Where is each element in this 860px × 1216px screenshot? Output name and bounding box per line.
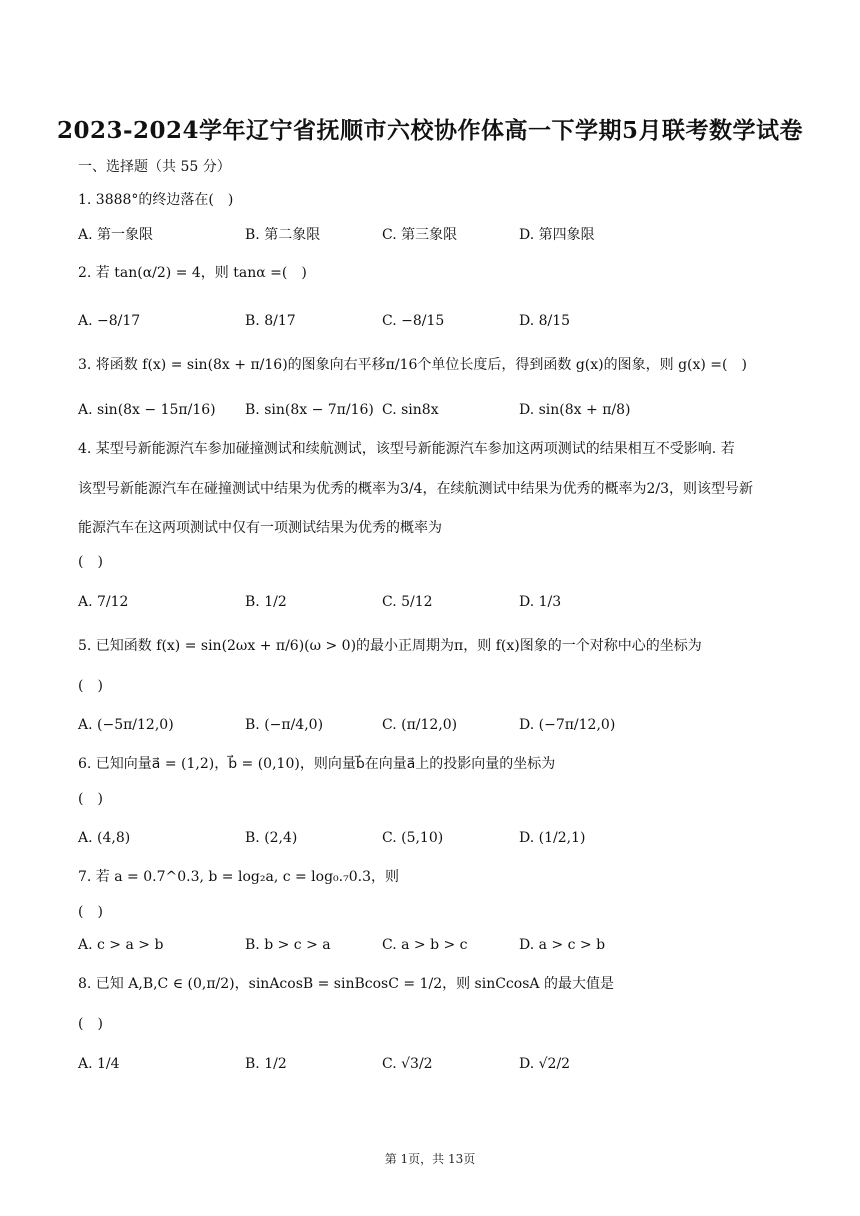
question-4-line-1: 4. 某型号新能源汽车参加碰撞测试和续航测试，该型号新能源汽车参加这两项测试的结果相互不受影响. 若 [78, 441, 735, 457]
page-title: 2023-2024学年辽宁省抚顺市六校协作体高一下学期5月联考数学试卷 [56, 117, 804, 144]
question-6: 6. 已知向量a⃗ = (1,2)，b⃗ = (0,10)，则向量b⃗在向量a⃗上的投影向量的坐标为 [78, 756, 556, 772]
q6-option-a: A. (4,8) [78, 830, 131, 846]
q6-option-b: B. (2,4) [245, 830, 298, 846]
q3-option-d: D. sin(8x + π/8) [519, 402, 631, 418]
question-5-answer-blank: ( ) [78, 678, 103, 694]
q2-option-d: D. 8/15 [519, 313, 571, 329]
q7-option-d: D. a > c > b [519, 937, 606, 953]
q2-option-a: A. −8/17 [78, 313, 141, 329]
question-4-line-3: 能源汽车在这两项测试中仅有一项测试结果为优秀的概率为 [78, 520, 442, 536]
question-8-answer-blank: ( ) [78, 1016, 103, 1032]
q8-option-a: A. 1/4 [78, 1056, 120, 1072]
q1-option-d: D. 第四象限 [519, 227, 595, 243]
page-footer: 第 1页，共 13页 [384, 1152, 476, 1166]
q3-option-b: B. sin(8x − 7π/16) [245, 402, 374, 418]
q7-option-b: B. b > c > a [245, 937, 331, 953]
q8-option-d: D. √2/2 [519, 1056, 571, 1072]
q4-option-c: C. 5/12 [382, 594, 433, 610]
question-4-line-2: 该型号新能源汽车在碰撞测试中结果为优秀的概率为3/4，在续航测试中结果为优秀的概率为2/3，则该型号新 [78, 481, 754, 497]
q5-option-c: C. (π/12,0) [382, 717, 458, 733]
question-7: 7. 若 a = 0.7^0.3, b = log₂a, c = log₀.₇0.3，则 [78, 869, 399, 885]
question-2: 2. 若 tan(α/2) = 4，则 tanα =( ) [78, 265, 307, 281]
q7-option-c: C. a > b > c [382, 937, 468, 953]
q2-option-b: B. 8/17 [245, 313, 296, 329]
question-4-answer-blank: ( ) [78, 554, 103, 570]
q7-option-a: A. c > a > b [78, 937, 164, 953]
q5-option-b: B. (−π/4,0) [245, 717, 324, 733]
question-3: 3. 将函数 f(x) = sin(8x + π/16)的图象向右平移π/16个单位长度后，得到函数 g(x)的图象，则 g(x) =( ) [78, 357, 747, 373]
q6-option-c: C. (5,10) [382, 830, 444, 846]
q4-option-b: B. 1/2 [245, 594, 287, 610]
question-6-answer-blank: ( ) [78, 791, 103, 807]
q4-option-d: D. 1/3 [519, 594, 562, 610]
q1-option-b: B. 第二象限 [245, 227, 321, 243]
q1-option-c: C. 第三象限 [382, 227, 458, 243]
q4-option-a: A. 7/12 [78, 594, 129, 610]
q6-option-d: D. (1/2,1) [519, 830, 586, 846]
section-heading: 一、选择题（共 55 分） [78, 159, 231, 175]
q8-option-c: C. √3/2 [382, 1056, 433, 1072]
q3-option-a: A. sin(8x − 15π/16) [78, 402, 216, 418]
q5-option-d: D. (−7π/12,0) [519, 717, 616, 733]
question-5: 5. 已知函数 f(x) = sin(2ωx + π/6)(ω > 0)的最小正周期为π，则 f(x)图象的一个对称中心的坐标为 [78, 638, 702, 654]
q8-option-b: B. 1/2 [245, 1056, 287, 1072]
q2-option-c: C. −8/15 [382, 313, 445, 329]
q1-option-a: A. 第一象限 [78, 227, 154, 243]
question-1: 1. 3888°的终边落在( ) [78, 192, 234, 208]
question-8: 8. 已知 A,B,C ∈ (0,π/2)，sinAcosB = sinBcosC = 1/2，则 sinCcosA 的最大值是 [78, 976, 614, 992]
question-7-answer-blank: ( ) [78, 904, 103, 920]
q5-option-a: A. (−5π/12,0) [78, 717, 174, 733]
q3-option-c: C. sin8x [382, 402, 439, 418]
